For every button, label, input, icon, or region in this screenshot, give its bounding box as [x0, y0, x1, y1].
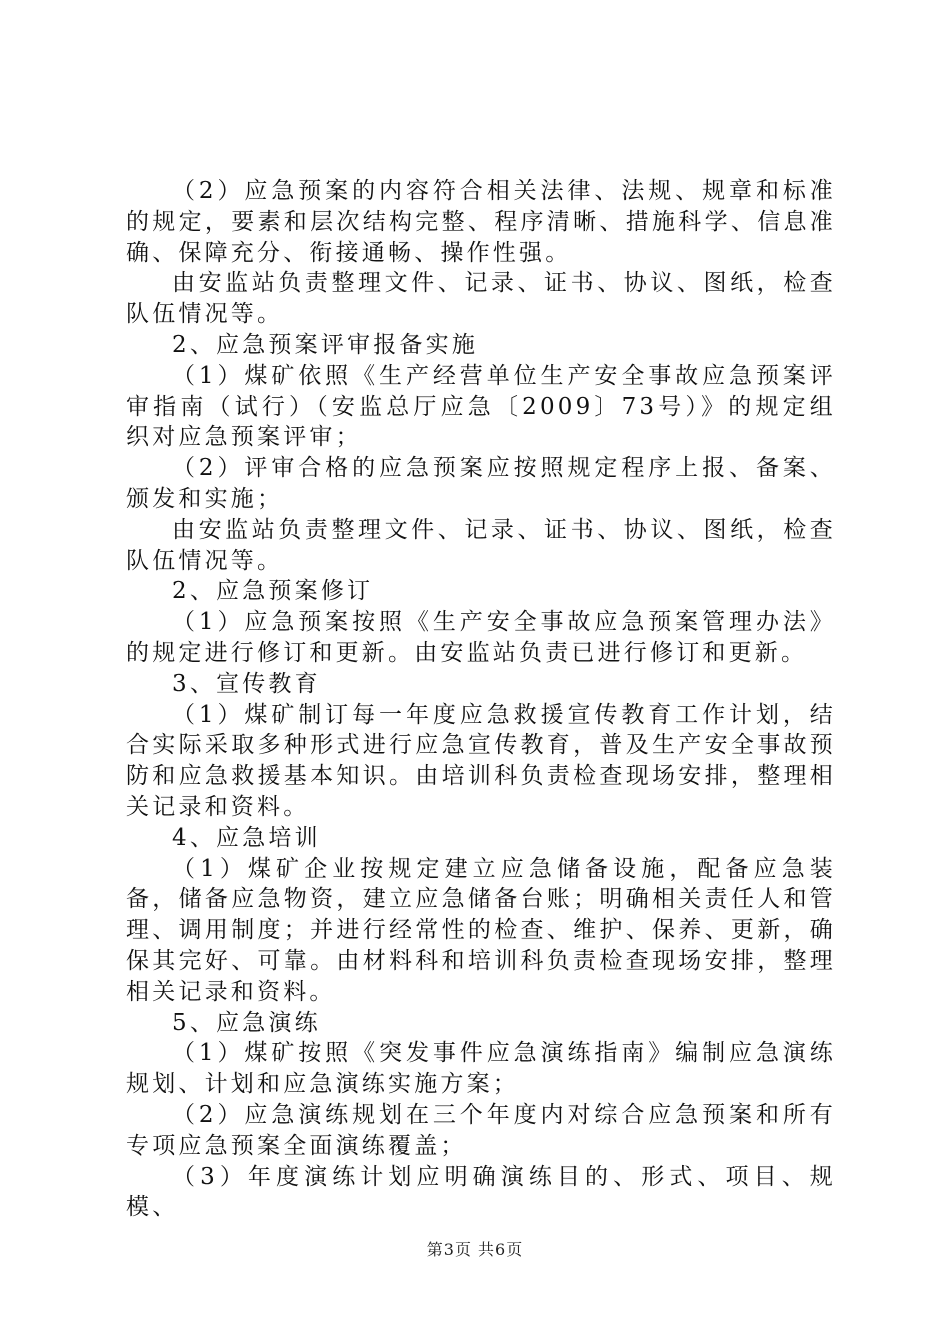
paragraph-content-requirements: （2）应急预案的内容符合相关法律、法规、规章和标准的规定，要素和层次结构完整、程序清晰、措施科学、信息准确、保障充分、衔接通畅、操作性强。	[126, 178, 836, 266]
paragraph-drill-coverage: （2）应急演练规划在三个年度内对综合应急预案和所有专项应急预案全面演练覆盖；	[126, 1101, 836, 1159]
section-heading-publicity-education: 3、宣传教育	[172, 670, 321, 697]
section-heading-emergency-drill: 5、应急演练	[172, 1009, 321, 1036]
section-heading-plan-revision: 2、应急预案修订	[172, 578, 374, 605]
section-heading-emergency-training: 4、应急培训	[172, 824, 321, 851]
paragraph-responsibility-safety-station-2: 由安监站负责整理文件、记录、证书、协议、图纸，检查队伍情况等。	[126, 516, 836, 574]
document-body	[126, 176, 836, 1223]
paragraph-approved-plan-submission: （2）评审合格的应急预案应按照规定程序上报、备案、颁发和实施；	[126, 455, 836, 512]
paragraph-annual-drill-plan: （3）年度演练计划应明确演练目的、形式、项目、规模、	[126, 1163, 836, 1221]
paragraph-drill-guideline: （1）煤矿按照《突发事件应急演练指南》编制应急演练规划、计划和应急演练实施方案；	[126, 1040, 836, 1098]
paragraph-responsibility-safety-station: 由安监站负责整理文件、记录、证书、协议、图纸，检查队伍情况等。	[126, 270, 836, 328]
paragraph-revision-rules: （1）应急预案按照《生产安全事故应急预案管理办法》的规定进行修订和更新。由安监站负责已进行修订和更新。	[126, 609, 836, 666]
page-number-footer: 第3页 共6页	[426, 1240, 524, 1259]
paragraph-emergency-reserves: （1）煤矿企业按规定建立应急储备设施，配备应急装备，储备应急物资，建立应急储备台账；明确相关责任人和管理、调用制度；并进行经常性的检查、维护、保养、更新，确保其完好、可靠。由材料科和培训科负责检查现场安排，整理相关记录和资料。	[126, 855, 836, 1005]
section-heading-review-filing: 2、应急预案评审报备实施	[172, 331, 479, 358]
paragraph-education-plan: （1）煤矿制订每一年度应急救援宣传教育工作计划，结合实际采取多种形式进行应急宣传教育，普及生产安全事故预防和应急救援基本知识。由培训科负责检查现场安排，整理相关记录和资料。	[126, 701, 836, 820]
paragraph-review-guideline: （1）煤矿依照《生产经营单位生产安全事故应急预案评审指南（试行）（安监总厅应急〔2009〕73号）》的规定组织对应急预案评审；	[126, 362, 836, 451]
